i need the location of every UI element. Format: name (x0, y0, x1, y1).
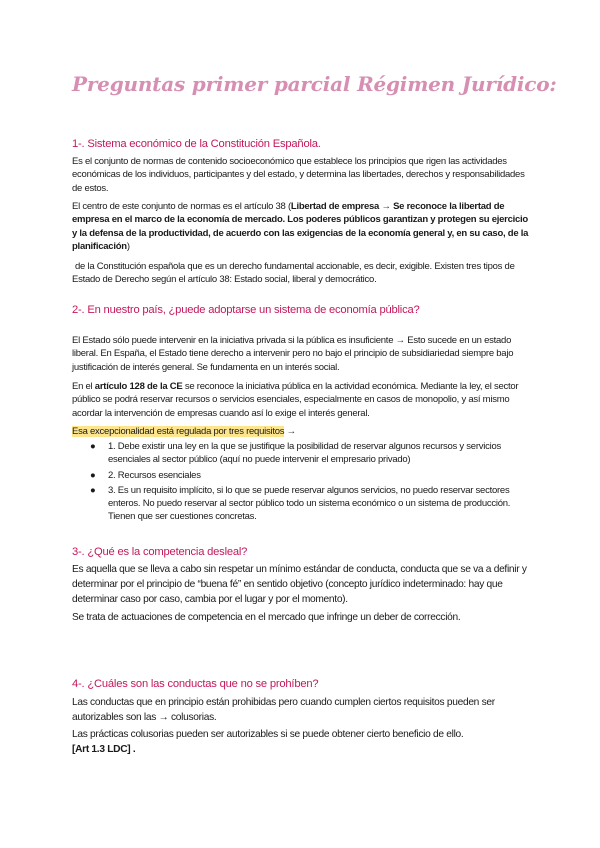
list-item (90, 469, 530, 482)
requirements-list (90, 440, 530, 526)
bold-text: [Art 1.3 LDC] (72, 744, 131, 755)
section-1-paragraph-1: Es el conjunto de normas de contenido socioeconómico que establece los principios que rigen las actividades económicas de los individuos, participantes y del estado, y determina las libertades, derechos y responsabilidades de estos. (72, 156, 525, 194)
section-2-paragraph-3 (72, 425, 534, 438)
section-1-heading: 1-. Sistema económico de la Constitución Española. (72, 138, 321, 150)
list-item-text: 3. Es un requisito implícito, si lo que se puede reservar algunos servicios, no puedo reservar sectores enteros. No puedo reservar al sector público todo un sistema económico o un sistema de producción. Tienen que ser cuestiones concretas. (108, 484, 511, 523)
section-3-paragraph-2: Se trata de actuaciones de competencia en el mercado que infringe un deber de corrección. (72, 612, 461, 623)
paragraph-text: El centro de este conjunto de normas es el artículo 38 ( (72, 201, 291, 212)
section-3-paragraph-1: Es aquella que se lleva a cabo sin respetar un mínimo estándar de conducta, conducta que se va a definir y determinar por el principio de “buena fé” en sentido objetivo (concepto jurídico indeterminado: hay que determinar caso por caso, cambia por el lugar y por el momento). (72, 564, 527, 606)
list-item (90, 484, 530, 524)
paragraph-text: ) (126, 240, 130, 252)
bold-text: Se reconoce la libertad de empresa en el marco de la economía de mercado. Los poderes públicos garantizan y protegen su ejercicio y la defensa de la productividad, de acuerdo con las exigencias de la economía general y, en su caso, de la planificación (72, 201, 529, 252)
list-item-text: 1. Debe existir una ley en la que se justifique la posibilidad de reservar algunos recursos y servicios esenciales al sector público (aquí no puede intervenir el empresario privado) (108, 441, 501, 466)
section-1-paragraph-3: de la Constitución española que es un derecho fundamental accionable, es decir, exigible. Existen tres tipos de Estado de Derecho según el artículo 38: Estado social, liberal y democrático. (72, 261, 515, 286)
paragraph-text: Las conductas que en principio están prohibidas pero cuando cumplen ciertos requisitos pueden ser autorizables son las (72, 697, 495, 724)
section-2-paragraph-1 (72, 334, 534, 374)
paragraph-text: colusorias. (171, 712, 217, 724)
list-item (90, 440, 530, 467)
arrow-symbol: → (381, 201, 391, 212)
bold-text: artículo 128 de la CE (94, 381, 183, 392)
section-4-heading: 4-. ¿Cuáles son las conductas que no se prohíben? (72, 678, 319, 690)
highlighted-text: Esa excepcionalidad está regulada por tres requisitos (72, 426, 285, 437)
section-4-paragraph-3 (72, 742, 534, 757)
paragraph-text: Esto sucede en un estado liberal. En España, el Estado tiene derecho a intervenir pero no bajo el principio de subsidiariedad siempre bajo justificación de interés general. Se fundamenta en un interés social. (72, 335, 514, 373)
paragraph-text: El Estado sólo puede intervenir en la iniciativa privada si la pública es insuficiente (72, 335, 394, 346)
section-4-paragraph-1 (72, 695, 534, 725)
arrow-symbol: → (395, 335, 405, 346)
section-3-heading: 3-. ¿Qué es la competencia desleal? (72, 546, 248, 558)
section-2-heading: 2-. En nuestro país, ¿puede adoptarse un sistema de economía pública? (72, 304, 420, 316)
paragraph-text: se reconoce la iniciativa pública en la actividad económica. Mediante la ley, el sector público se podrá reservar recursos o servicios esenciales, especialmente en casos de monopolio, y así mismo acordar la intervención de empresas cuando así lo exige el interés general. (72, 381, 519, 419)
bullet-icon: ● (90, 441, 96, 452)
list-item-text: 2. Recursos esenciales (108, 469, 201, 481)
arrow-symbol: → (158, 712, 169, 724)
arrow-symbol: → (286, 426, 296, 437)
document-title: Preguntas primer parcial Régimen Jurídico: (72, 72, 557, 96)
bullet-icon: ● (90, 469, 96, 481)
section-4-paragraph-2: Las prácticas colusorias pueden ser autorizables si se puede obtener cierto beneficio de ello. (72, 729, 464, 740)
bold-text: Libertad de empresa (290, 201, 380, 212)
section-1-paragraph-2 (72, 200, 534, 253)
section-2-paragraph-2 (72, 380, 534, 420)
paragraph-text: En el (72, 381, 95, 392)
bullet-icon: ● (90, 484, 96, 496)
paragraph-text: . (130, 744, 136, 755)
